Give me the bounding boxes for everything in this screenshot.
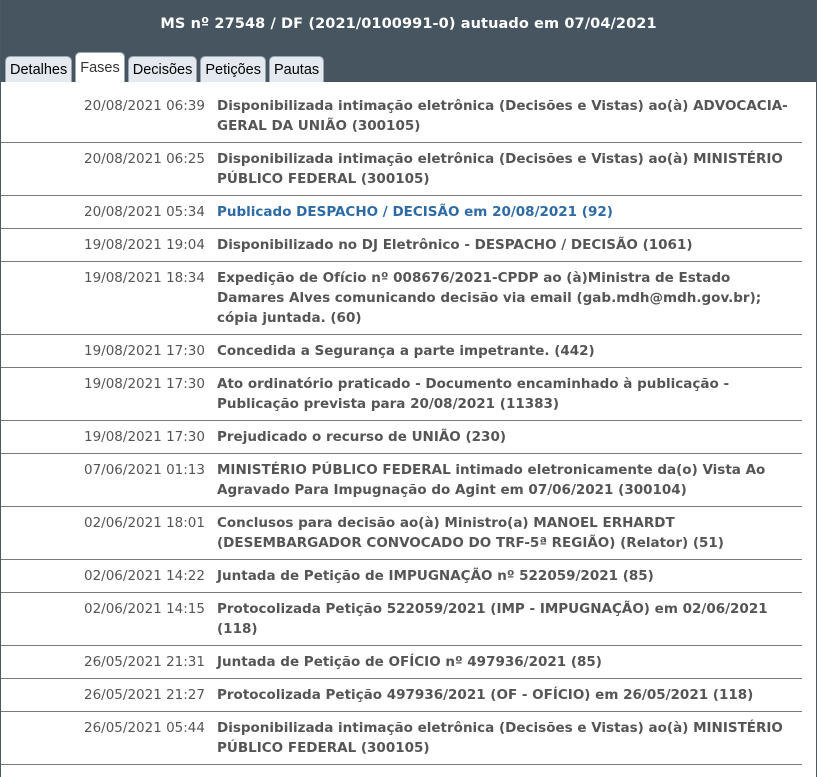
phase-row	[1, 454, 802, 507]
phase-description: Disponibilizada intimação eletrônica (Decisões e Vistas) ao(à) MINISTÉRIO PÚBLICO FEDERAL (300105)	[217, 720, 783, 756]
phase-description: Expedição de Ofício nº 008676/2021-CPDP ao (à)Ministra de Estado Damares Alves comunicando decisão via email (gab.mdh@mdh.gov.br); cópia juntada. (60)	[217, 270, 762, 326]
phase-description: MINISTÉRIO PÚBLICO FEDERAL intimado eletronicamente da(o) Vista Ao Agravado Para Impugnação do Agint em 07/06/2021 (300104)	[217, 462, 766, 498]
phase-row	[1, 560, 802, 593]
phase-description: Disponibilizada intimação eletrônica (Decisões e Vistas) ao(à) ADVOCACIA-GERAL DA UNIÃO (300105)	[217, 98, 788, 134]
header-bar	[1, 0, 816, 82]
phase-datetime: 19/08/2021 17:30	[83, 376, 205, 392]
phase-description: Concedida a Segurança a parte impetrante. (442)	[217, 343, 595, 359]
phase-datetime: 26/05/2021 21:27	[83, 687, 205, 703]
phase-row	[1, 262, 802, 335]
phase-datetime: 19/08/2021 17:30	[83, 343, 205, 359]
phase-description: Juntada de Petição de OFÍCIO nº 497936/2021 (85)	[217, 654, 602, 670]
phase-description: Disponibilizado no DJ Eletrônico - DESPACHO / DECISÃO (1061)	[217, 237, 693, 253]
phase-description: Protocolizada Petição 497936/2021 (OF - OFÍCIO) em 26/05/2021 (118)	[217, 687, 754, 703]
phase-row	[1, 229, 802, 262]
phase-list	[1, 82, 816, 765]
phase-datetime: 19/08/2021 17:30	[83, 429, 205, 445]
tab-bar	[5, 52, 324, 82]
phase-datetime: 19/08/2021 19:04	[83, 237, 205, 253]
phase-row	[1, 646, 802, 679]
phase-description: Disponibilizada intimação eletrônica (Decisões e Vistas) ao(à) MINISTÉRIO PÚBLICO FEDERAL (300105)	[217, 151, 783, 187]
phase-row	[1, 421, 802, 454]
phase-datetime: 02/06/2021 14:22	[83, 568, 205, 584]
phase-datetime: 02/06/2021 18:01	[83, 515, 205, 531]
phase-datetime: 20/08/2021 06:25	[83, 151, 205, 167]
phase-datetime: 02/06/2021 14:15	[83, 601, 205, 617]
phase-row	[1, 335, 802, 368]
phase-description: Prejudicado o recurso de UNIÃO (230)	[217, 429, 507, 445]
tab-fases[interactable]: Fases	[75, 52, 125, 82]
phase-datetime: 26/05/2021 21:31	[83, 654, 205, 670]
phase-description: Ato ordinatório praticado - Documento encaminhado à publicação - Publicação prevista para 20/08/2021 (11383)	[217, 376, 730, 412]
phase-description: Protocolizada Petição 522059/2021 (IMP - IMPUGNAÇÃO) em 02/06/2021 (118)	[217, 601, 768, 637]
phase-datetime: 26/05/2021 05:44	[83, 720, 205, 736]
phase-row	[1, 368, 802, 421]
phase-row	[1, 679, 802, 712]
phase-datetime: 19/08/2021 18:34	[83, 270, 205, 286]
phase-row	[1, 507, 802, 560]
phase-description: Juntada de Petição de IMPUGNAÇÃO nº 522059/2021 (85)	[217, 568, 654, 584]
phase-row	[1, 82, 802, 143]
phase-description-link[interactable]: Publicado DESPACHO / DECISÃO em 20/08/2021 (92)	[217, 204, 613, 220]
tab-pautas[interactable]: Pautas	[269, 56, 324, 82]
process-title: MS nº 27548 / DF (2021/0100991-0) autuado em 07/04/2021	[160, 16, 657, 32]
tab-decisoes[interactable]: Decisões	[128, 56, 198, 82]
phase-row	[1, 196, 802, 229]
phase-row	[1, 712, 802, 765]
phase-datetime: 20/08/2021 05:34	[83, 204, 205, 220]
tab-detalhes[interactable]: Detalhes	[5, 56, 72, 82]
phase-row	[1, 593, 802, 646]
phase-description: Conclusos para decisão ao(à) Ministro(a) MANOEL ERHARDT (DESEMBARGADOR CONVOCADO DO TRF-5ª REGIÃO) (Relator) (51)	[217, 515, 724, 551]
phase-datetime: 20/08/2021 06:39	[83, 98, 205, 114]
tab-peticoes[interactable]: Petições	[200, 56, 266, 82]
phase-datetime: 07/06/2021 01:13	[83, 462, 205, 478]
phase-row	[1, 143, 802, 196]
